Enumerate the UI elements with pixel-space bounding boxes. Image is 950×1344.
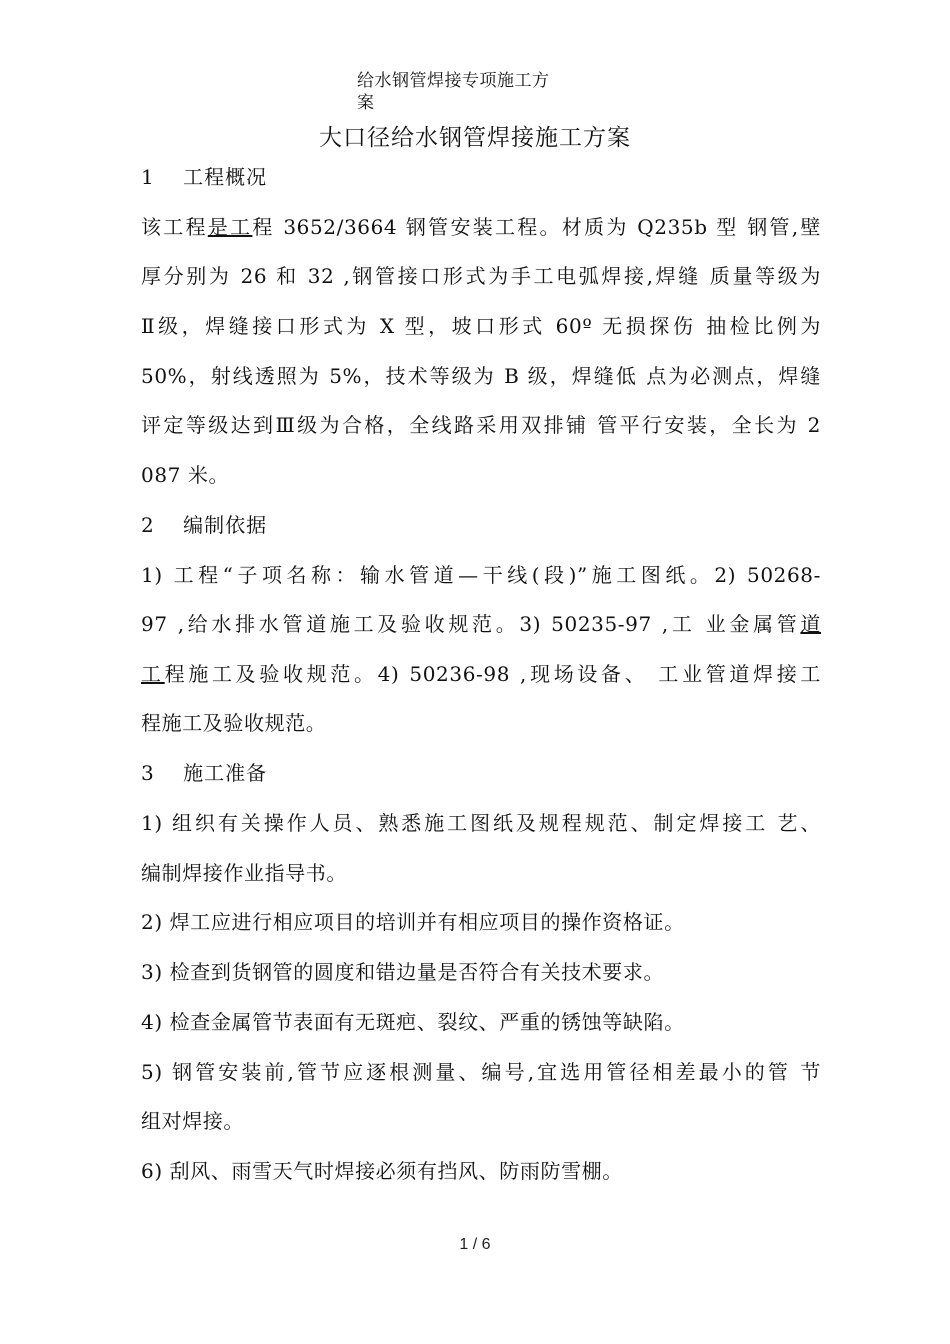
section-1-paragraph-line: 厚分别为 26 和 32 ,钢管接口形式为手工电弧焊接,焊缝 质量等级为 bbox=[141, 264, 821, 288]
underlined-text: 道 bbox=[800, 612, 821, 636]
list-item: 6) 刮风、雨雪天气时焊接必须有挡风、防雨防雪棚。 bbox=[141, 1159, 623, 1183]
section-2-paragraph-line: 1) 工程“子项名称：输水管道—干线(段)”施工图纸。2) 50268- bbox=[141, 563, 821, 587]
list-item: 2) 焊工应进行相应项目的培训并有相应项目的操作资格证。 bbox=[141, 910, 685, 934]
list-item: 3) 检查到货钢管的圆度和错边量是否符合有关技术要求。 bbox=[141, 960, 665, 984]
document-header bbox=[357, 70, 607, 114]
section-2-paragraph-line bbox=[141, 660, 821, 688]
underlined-text: 是工 bbox=[207, 215, 253, 239]
page-number: 1 / 6 bbox=[459, 1236, 491, 1253]
section-2-paragraph-line bbox=[141, 610, 821, 638]
section-1-paragraph-line bbox=[141, 213, 821, 241]
section-2-paragraph-line: 程施工及验收规范。 bbox=[141, 711, 327, 735]
section-1-paragraph-line: Ⅱ级，焊缝接口形式为 X 型，坡口形式 60º 无损探伤 抽检比例为 bbox=[141, 314, 821, 338]
list-item: 1) 组织有关操作人员、熟悉施工图纸及规程规范、制定焊接工 艺、 bbox=[141, 811, 821, 835]
text-run: 程 3652/3664 钢管安装工程。材质为 Q235b 型 钢管,壁 bbox=[252, 215, 821, 239]
section-1-paragraph-line: 087 米。 bbox=[141, 463, 230, 487]
underlined-text: 工 bbox=[141, 662, 165, 686]
section-1-paragraph-line: 50%，射线透照为 5%，技术等级为 B 级，焊缝低 点为必测点，焊缝 bbox=[141, 364, 821, 388]
text-run: 该工程 bbox=[141, 215, 208, 239]
header-line-2: 案 bbox=[357, 93, 375, 113]
list-item: 4) 检查金属管节表面有无斑疤、裂纹、严重的锈蚀等缺陷。 bbox=[141, 1010, 685, 1034]
list-item-continuation: 组对焊接。 bbox=[141, 1109, 244, 1133]
text-run: 程施工及验收规范。4) 50236-98 ,现场设备、 工业管道焊接工 bbox=[164, 662, 821, 686]
text-run: 97 ,给水排水管道施工及验收规范。3) 50235-97 ,工 业金属管 bbox=[141, 612, 801, 636]
document-title: 大口径给水钢管焊接施工方案 bbox=[319, 125, 631, 151]
section-2-heading: 2 编制依据 bbox=[141, 513, 268, 537]
section-1-heading: 1 工程概况 bbox=[141, 165, 268, 189]
section-3-heading: 3 施工准备 bbox=[141, 761, 268, 785]
section-1-paragraph-line: 评定等级达到Ⅲ级为合格，全线路采用双排铺 管平行安装，全长为 2 bbox=[141, 413, 821, 437]
list-item: 5) 钢管安装前,管节应逐根测量、编号,宜选用管径相差最小的管 节 bbox=[141, 1060, 821, 1084]
header-line-1: 给水钢管焊接专项施工方 bbox=[357, 71, 550, 91]
list-item-continuation: 编制焊接作业指导书。 bbox=[141, 861, 347, 885]
